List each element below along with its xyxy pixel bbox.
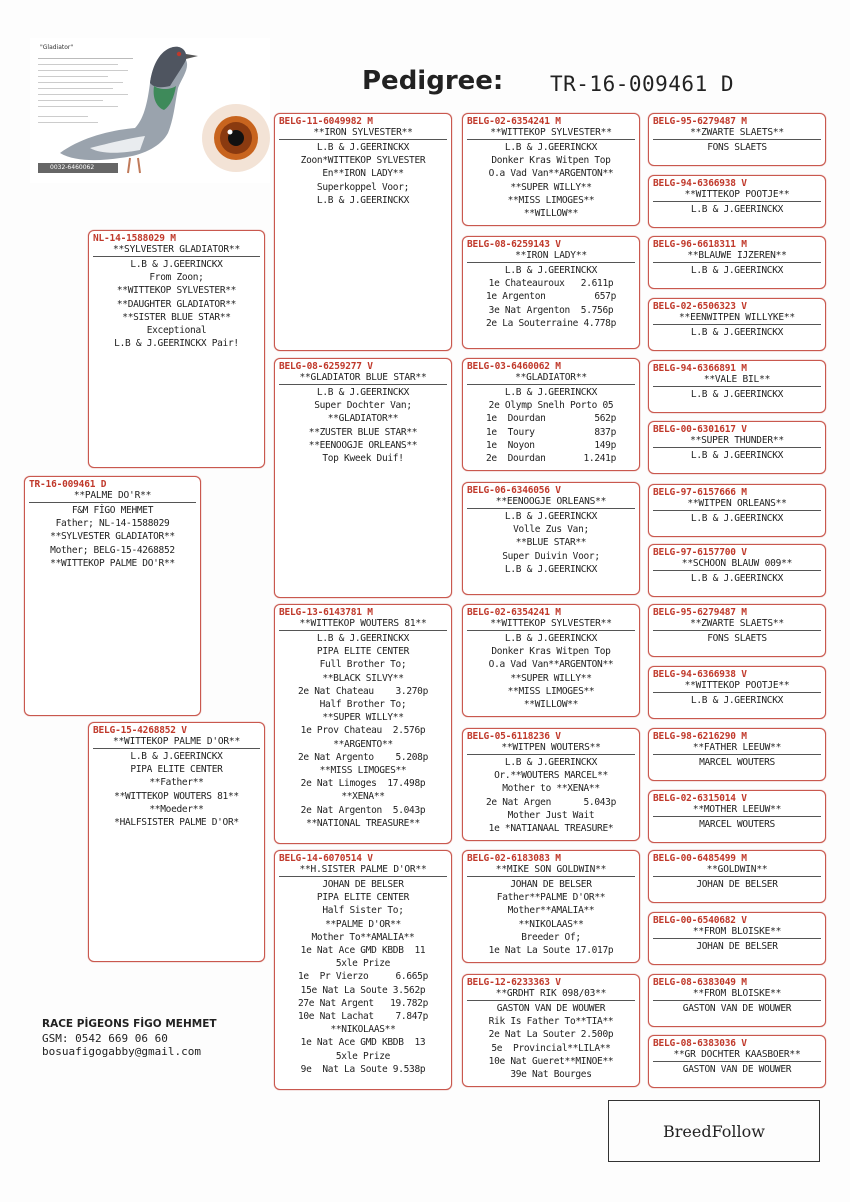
bird-line: **SUPER WILLY** — [510, 181, 592, 193]
bird-line: **SISTER BLUE STAR** — [122, 311, 231, 323]
bird-lines — [653, 878, 821, 891]
pedigree-card-ddss[interactable] — [648, 850, 826, 903]
bird-name: **IRON SYLVESTER** — [279, 127, 447, 140]
bird-line: Half Sister To; — [322, 905, 404, 917]
ring-id: BELG-96-6618311 M — [653, 239, 747, 250]
bird-line: L.B & J.GEERINCKX — [316, 633, 410, 644]
breeder-email[interactable]: bosuafigogabby@gmail.com — [42, 1045, 201, 1058]
breedfollow-brand[interactable]: BreedFollow — [608, 1100, 820, 1162]
bird-line: 2e Nat Argento 5.208p — [297, 751, 429, 763]
bird-name: **SUPER THUNDER** — [653, 435, 821, 448]
bird-line: Half Brother To; — [319, 699, 407, 711]
pedigree-card-dssd[interactable] — [648, 666, 826, 719]
bird-lines — [279, 632, 447, 830]
bird-line: 10e Nat Gueret**MINOE** — [488, 1055, 614, 1067]
pedigree-card-sdd[interactable] — [462, 482, 640, 595]
bird-lines — [653, 940, 821, 953]
bird-line: 1e Prov Chateau 2.576p — [300, 725, 426, 737]
bird-line: 2e Nat Chateau 3.270p — [297, 685, 429, 697]
pedigree-card-ssdd[interactable] — [648, 298, 826, 351]
breeder-name: RACE PİGEONS FİGO MEHMET — [42, 1018, 217, 1030]
bird-name: **VALE BIL** — [653, 374, 821, 387]
bird-lines — [467, 878, 635, 957]
ring-id: BELG-95-6279487 M — [653, 116, 747, 127]
ring-id: BELG-02-6315014 V — [653, 793, 747, 804]
pedigree-card-ss[interactable] — [274, 113, 452, 351]
bird-line: **NATIONAL TREASURE** — [306, 817, 420, 829]
bird-lines — [467, 632, 635, 711]
pedigree-card-dsds[interactable] — [648, 728, 826, 781]
bird-line: Breeder Of; — [521, 931, 581, 943]
contact-block — [42, 1018, 217, 1059]
bird-line: **MISS LIMOGES** — [507, 194, 595, 206]
bird-name: **WITTEKOP POOTJE** — [653, 680, 821, 693]
bird-lines — [653, 141, 821, 154]
bird-line: O.a Vad Van**ARGENTON** — [488, 168, 614, 180]
bird-line: 1e Noyon 149p — [485, 439, 617, 451]
ring-id: BELG-03-6460062 M — [467, 361, 561, 372]
bird-line: L.B & J.GEERINCKX — [504, 511, 598, 522]
bird-line: L.B & J.GEERINCKX — [690, 204, 784, 215]
bird-name: **WITPEN WOUTERS** — [467, 742, 635, 755]
ring-id: BELG-08-6383036 V — [653, 1038, 747, 1049]
bird-line: L.B & J.GEERINCKX — [316, 194, 410, 206]
bird-line: 2e Olymp Snelh Porto 05 — [488, 400, 614, 412]
bird-line: Mother To**AMALIA** — [311, 931, 415, 943]
bird-line: 3e Nat Argenton 5.756p — [488, 304, 614, 316]
bird-line: **Moeder** — [149, 803, 204, 815]
pedigree-card-ssss[interactable] — [648, 113, 826, 166]
bird-line: 1e Nat Ace GMD KBDB 13 — [300, 1037, 426, 1049]
bird-line: Exceptional — [146, 325, 207, 337]
bird-line: **ZUSTER BLUE STAR** — [308, 426, 418, 438]
ring-id: BELG-00-6485499 M — [653, 853, 747, 864]
bird-line: JOHAN DE BELSER — [696, 941, 778, 952]
bird-line: Father**PALME D'OR** — [496, 892, 606, 904]
bird-line: **WITTEKOP PALME DO'R** — [50, 557, 175, 569]
bird-name: **GLADIATOR BLUE STAR** — [279, 372, 447, 385]
bird-lines — [653, 388, 821, 401]
bird-line: L.B & J.GEERINCKX Pair! — [114, 338, 239, 350]
bird-line: Father; NL-14-1588029 — [55, 518, 170, 530]
bird-name: **WITPEN ORLEANS** — [653, 498, 821, 511]
bird-line: **ARGENTO** — [333, 738, 393, 750]
bird-line: JOHAN DE BELSER — [322, 879, 404, 890]
bird-line: L.B & J.GEERINCKX — [690, 695, 784, 706]
ring-id: BELG-15-4268852 V — [93, 725, 187, 736]
bird-lines — [467, 386, 635, 465]
bird-line: *HALFSISTER PALME D'OR* — [114, 817, 239, 829]
page-title: Pedigree: — [362, 66, 504, 96]
bird-lines — [653, 512, 821, 525]
bird-line: 2e La Souterraine 4.778p — [485, 317, 617, 329]
bird-lines — [653, 326, 821, 339]
ring-id: BELG-08-6259277 V — [279, 361, 373, 372]
bird-name: **FROM BLOISKE** — [653, 988, 821, 1001]
pedigree-card-dddd[interactable] — [648, 1035, 826, 1088]
bird-line: L.B & J.GEERINCKX — [690, 450, 784, 461]
ring-id: BELG-02-6183083 M — [467, 853, 561, 864]
bird-line: Donker Kras Witpen Top — [491, 646, 611, 658]
pedigree-card-sd[interactable] — [274, 358, 452, 598]
bird-line: O.a Vad Van**ARGENTON** — [488, 659, 614, 671]
bird-name: **ZWARTE SLAETS** — [653, 618, 821, 631]
bird-line: En**IRON LADY** — [322, 168, 404, 180]
bird-line: **DAUGHTER GLADIATOR** — [116, 298, 237, 310]
ring-id: BELG-94-6366891 M — [653, 363, 747, 374]
bird-line: Mother to **XENA** — [502, 783, 600, 795]
bird-lines — [467, 756, 635, 835]
bird-name: **MIKE SON GOLDWIN** — [467, 864, 635, 877]
bird-line: 5xle Prize — [335, 1050, 391, 1062]
bird-line: 1e Chateauroux 2.611p — [488, 278, 614, 290]
pedigree-card-ddds[interactable] — [648, 974, 826, 1027]
bird-line: 1e Pr Vierzo 6.665p — [297, 971, 429, 983]
bird-line: PIPA ELITE CENTER — [316, 646, 410, 658]
bird-line: PIPA ELITE CENTER — [316, 892, 410, 904]
bird-line: F&M FİGO MEHMET — [71, 505, 154, 516]
bird-lines — [653, 694, 821, 707]
bird-line: 1e Argenton 657p — [485, 291, 617, 303]
bird-line: From Zoon; — [149, 272, 204, 284]
pedigree-card-ds[interactable] — [274, 604, 452, 844]
bird-lines — [93, 258, 260, 350]
bird-name: **IRON LADY** — [467, 250, 635, 263]
bird-line: 1e Nat La Soute 17.017p — [488, 945, 614, 957]
ring-id: BELG-11-6049982 M — [279, 116, 373, 127]
bird-line: L.B & J.GEERINCKX — [504, 633, 598, 644]
ring-id: BELG-00-6540682 V — [653, 915, 747, 926]
bird-line: 2e Nat Argen 5.043p — [485, 796, 617, 808]
ring-id: BELG-98-6216290 M — [653, 731, 747, 742]
ring-id: BELG-12-6233363 V — [467, 977, 561, 988]
bird-lines — [467, 510, 635, 576]
bird-line: **MISS LIMOGES** — [319, 765, 407, 777]
bird-lines — [653, 632, 821, 645]
breeder-logo — [30, 38, 270, 183]
bird-line: Super Duivin Voor; — [502, 550, 600, 562]
ring-id: BELG-05-6118236 V — [467, 731, 561, 742]
bird-name: **H.SISTER PALME D'OR** — [279, 864, 447, 877]
bird-lines — [653, 1063, 821, 1076]
bird-name: **SYLVESTER GLADIATOR** — [93, 244, 260, 257]
pedigree-card-ddsd[interactable] — [648, 912, 826, 965]
bird-line: L.B & J.GEERINCKX — [316, 142, 410, 153]
bird-line: L.B & J.GEERINCKX — [316, 387, 410, 398]
pedigree-card-dam[interactable] — [88, 722, 265, 962]
bird-line: MARCEL WOUTERS — [699, 757, 775, 768]
bird-lines — [653, 818, 821, 831]
bird-line: Or.**WOUTERS MARCEL** — [494, 770, 608, 782]
bird-line: 2e Nat Limoges 17.498p — [300, 778, 426, 790]
bird-line: **BLUE STAR** — [515, 537, 587, 549]
bird-line: FONS SLAETS — [707, 633, 767, 644]
bird-line: 15e Nat La Soute 3.562p — [300, 984, 426, 996]
bird-line: Super Dochter Van; — [314, 400, 412, 412]
bird-name: **EENOOGJE ORLEANS** — [467, 496, 635, 509]
pedigree-card-dsdd[interactable] — [648, 790, 826, 843]
pedigree-card-ddd[interactable] — [462, 974, 640, 1087]
pedigree-card-dsd[interactable] — [462, 728, 640, 841]
ring-id: BELG-08-6259143 V — [467, 239, 561, 250]
bird-line: L.B & J.GEERINCKX — [130, 259, 223, 270]
bird-lines — [467, 141, 635, 220]
bird-line: **GLADIATOR** — [327, 413, 399, 425]
bird-line: L.B & J.GEERINCKX — [690, 265, 784, 276]
bird-line: 1e Nat Ace GMD KBDB 11 — [300, 945, 426, 957]
bird-line: L.B & J.GEERINCKX — [690, 513, 784, 524]
bird-lines — [467, 1002, 635, 1081]
bird-lines — [653, 756, 821, 769]
bird-line: 2e Nat Argenton 5.043p — [300, 804, 426, 816]
bird-line: 1e *NATIANAAL TREASURE* — [488, 823, 614, 835]
bird-line: 2e Dourdan 1.241p — [485, 453, 617, 465]
bird-line: **NIKOLAAS** — [518, 918, 584, 930]
pedigree-card-ssds[interactable] — [648, 236, 826, 289]
ring-id: BELG-06-6346056 V — [467, 485, 561, 496]
bird-lines — [279, 878, 447, 1076]
bird-line: L.B & J.GEERINCKX — [690, 327, 784, 338]
ring-id: BELG-97-6157700 V — [653, 547, 747, 558]
pigeon-photo-icon — [30, 38, 270, 183]
bird-name: **GOLDWIN** — [653, 864, 821, 877]
breeder-gsm: GSM: 0542 669 06 60 — [42, 1031, 168, 1045]
pedigree-card-ssd[interactable] — [462, 236, 640, 349]
bird-line: L.B & J.GEERINCKX — [504, 387, 598, 398]
bird-line: PIPA ELITE CENTER — [130, 764, 223, 776]
bird-line: L.B & J.GEERINCKX — [504, 265, 598, 276]
bird-line: **MISS LIMOGES** — [507, 685, 595, 697]
bird-line: **EENOOGJE ORLEANS** — [308, 439, 418, 451]
bird-lines — [653, 1002, 821, 1015]
bird-line: L.B & J.GEERINCKX — [504, 757, 598, 768]
bird-lines — [653, 449, 821, 462]
pedigree-card-sds[interactable] — [462, 358, 640, 471]
bird-line: 5e Provincial**LILA** — [491, 1042, 611, 1054]
bird-name: **EENWITPEN WILLYKE** — [653, 312, 821, 325]
bird-name: **WITTEKOP WOUTERS 81** — [279, 618, 447, 631]
ring-id: BELG-95-6279487 M — [653, 607, 747, 618]
bird-line: L.B & J.GEERINCKX — [504, 142, 598, 153]
bird-line: **SYLVESTER GLADIATOR** — [50, 531, 175, 543]
bird-line: Mother**AMALIA** — [507, 905, 595, 917]
bird-lines — [653, 264, 821, 277]
pedigree-card-sdsd[interactable] — [648, 421, 826, 474]
bird-lines — [467, 264, 635, 330]
pedigree-card-sdss[interactable] — [648, 360, 826, 413]
bird-name: **GLADIATOR** — [467, 372, 635, 385]
bird-line: 10e Nat Lachat 7.847p — [297, 1011, 429, 1023]
logo-code: 0032-6460062 — [50, 164, 95, 171]
bird-name: **WITTEKOP SYLVESTER** — [467, 127, 635, 140]
bird-lines — [29, 504, 196, 570]
bird-name: **FATHER LEEUW** — [653, 742, 821, 755]
ring-id: BELG-94-6366938 V — [653, 669, 747, 680]
bird-line: 39e Nat Bourges — [510, 1069, 592, 1081]
logo-caption: "Gladiator" — [40, 44, 74, 51]
pedigree-card-dsss[interactable] — [648, 604, 826, 657]
bird-lines — [93, 750, 260, 829]
bird-lines — [653, 203, 821, 216]
bird-name: **GRDHT RIK 098/03** — [467, 988, 635, 1001]
ring-id: BELG-13-6143781 M — [279, 607, 373, 618]
ring-id: BELG-00-6301617 V — [653, 424, 747, 435]
ring-id: BELG-02-6354241 M — [467, 116, 561, 127]
ring-id: TR-16-009461 D — [29, 479, 107, 490]
bird-line: L.B & J.GEERINCKX — [130, 751, 223, 762]
bird-lines — [653, 572, 821, 585]
ring-id: BELG-02-6354241 M — [467, 607, 561, 618]
ring-id: BELG-08-6383049 M — [653, 977, 747, 988]
bird-line: GASTON VAN DE WOUWER — [496, 1003, 606, 1014]
bird-line: JOHAN DE BELSER — [696, 879, 778, 890]
bird-line: **SUPER WILLY** — [510, 672, 592, 684]
bird-line: **WILLOW** — [523, 699, 579, 711]
bird-line: 5xle Prize — [335, 958, 391, 970]
bird-line: 27e Nat Argent 19.782p — [297, 997, 429, 1009]
ring-id: BELG-02-6506323 V — [653, 301, 747, 312]
ring-id: NL-14-1588029 M — [93, 233, 176, 244]
bird-line: **WITTEKOP SYLVESTER** — [116, 285, 237, 297]
bird-line: Superkoppel Voor; — [316, 181, 410, 193]
bird-line: Top Kweek Duif! — [322, 453, 404, 465]
pedigree-card-sss[interactable] — [462, 113, 640, 226]
ring-id: BELG-14-6070514 V — [279, 853, 373, 864]
bird-line: **WITTEKOP WOUTERS 81** — [114, 790, 239, 802]
bird-line: Donker Kras Witpen Top — [491, 155, 611, 167]
pedigree-card-dd[interactable] — [274, 850, 452, 1090]
bird-line: 1e Dourdan 562p — [485, 413, 617, 425]
bird-line: GASTON VAN DE WOUWER — [682, 1064, 792, 1075]
bird-line: Mother Just Wait — [507, 809, 595, 821]
pedigree-card-dss[interactable] — [462, 604, 640, 717]
bird-name: **BLAUWE IJZEREN** — [653, 250, 821, 263]
bird-name: **ZWARTE SLAETS** — [653, 127, 821, 140]
pedigree-card-sdds[interactable] — [648, 484, 826, 537]
pedigree-card-sddd[interactable] — [648, 544, 826, 597]
bird-line: L.B & J.GEERINCKX — [690, 573, 784, 584]
bird-name: **WITTEKOP POOTJE** — [653, 189, 821, 202]
bird-name: **GR DOCHTER KAASBOER** — [653, 1049, 821, 1062]
bird-line: JOHAN DE BELSER — [510, 879, 592, 890]
bird-line: **SUPER WILLY** — [322, 712, 404, 724]
bird-lines — [279, 141, 447, 207]
bird-name: **MOTHER LEEUW** — [653, 804, 821, 817]
bird-line: Rik Is Father To**TIA** — [488, 1016, 614, 1028]
ring-id: BELG-94-6366938 V — [653, 178, 747, 189]
bird-line: Zoon*WITTEKOP SYLVESTER — [300, 155, 426, 167]
bird-line: 2e Nat La Souter 2.500p — [488, 1029, 614, 1041]
pedigree-card-subject[interactable] — [24, 476, 201, 716]
ring-id: BELG-97-6157666 M — [653, 487, 747, 498]
bird-line: **PALME D'OR** — [325, 918, 401, 930]
pedigree-card-sire[interactable] — [88, 230, 265, 468]
bird-name: **SCHOON BLAUW 009** — [653, 558, 821, 571]
bird-name: **WITTEKOP SYLVESTER** — [467, 618, 635, 631]
bird-line: **Father** — [149, 777, 204, 789]
bird-lines — [279, 386, 447, 465]
bird-line: **NIKOLAAS** — [330, 1024, 396, 1036]
bird-line: **WILLOW** — [523, 208, 579, 220]
bird-line: MARCEL WOUTERS — [699, 819, 775, 830]
bird-line: Full Brother To; — [319, 659, 407, 671]
bird-line: 1e Toury 837p — [485, 426, 617, 438]
pedigree-card-sssd[interactable] — [648, 175, 826, 228]
bird-line: **BLACK SILVY** — [322, 672, 404, 684]
bird-line: 9e Nat La Soute 9.538p — [300, 1063, 426, 1075]
bird-line: L.B & J.GEERINCKX — [690, 389, 784, 400]
bird-line: L.B & J.GEERINCKX — [504, 563, 598, 575]
bird-name: **FROM BLOISKE** — [653, 926, 821, 939]
bird-name: **PALME DO'R** — [29, 490, 196, 503]
ring-number: TR-16-009461 D — [550, 72, 735, 96]
pedigree-card-dds[interactable] — [462, 850, 640, 963]
bird-line: FONS SLAETS — [707, 142, 767, 153]
bird-line: Mother; BELG-15-4268852 — [50, 544, 175, 556]
bird-line: **XENA** — [341, 791, 385, 803]
bird-name: **WITTEKOP PALME D'OR** — [93, 736, 260, 749]
bird-line: GASTON VAN DE WOUWER — [682, 1003, 792, 1014]
bird-line: Volle Zus Van; — [513, 524, 589, 536]
